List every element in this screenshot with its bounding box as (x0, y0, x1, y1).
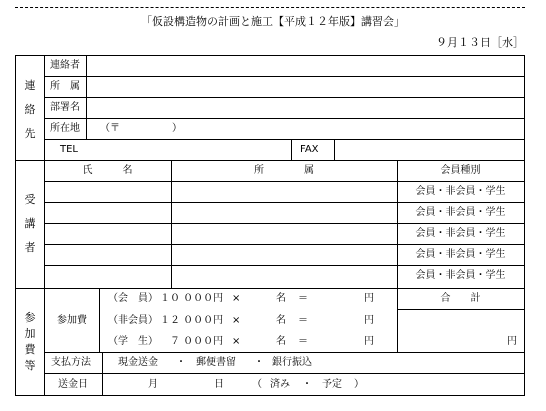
attendees-section-label-1: 受 (24, 193, 36, 206)
count-unit: 名 (276, 293, 286, 304)
student-fee-amount: ７ ０００円 (170, 336, 224, 347)
status-option-planned[interactable]: 予定 (322, 379, 342, 390)
times-sign: × (232, 336, 241, 347)
affiliation-column-header: 所 属 (254, 165, 314, 176)
member-type-label: （会 員） (108, 293, 158, 304)
contact-section-label-1: 連 (24, 79, 36, 92)
contact-person-label: 連絡者 (50, 60, 80, 71)
send-day-unit: 日 (214, 379, 224, 390)
form-title: 「仮設構造物の計画と施工【平成１２年版】講習会」 (141, 15, 405, 28)
times-sign: × (232, 315, 241, 326)
postal-code-prefix: （〒 (100, 123, 120, 134)
attendees-section-label-2: 講 (24, 217, 36, 230)
cut-line (15, 7, 525, 8)
department-label: 部署名 (50, 102, 80, 113)
equals-sign: ＝ (298, 293, 308, 304)
total-yen-unit: 円 (507, 336, 517, 347)
fee-section-label-4: 等 (24, 359, 36, 372)
affiliation-label: 所 属 (50, 81, 80, 92)
fee-section-label-1: 参 (24, 311, 36, 324)
send-date-label: 送金日 (58, 379, 88, 390)
payment-option-registered-mail[interactable]: 郵便書留 (196, 357, 236, 368)
fee-label: 参加費 (57, 315, 87, 326)
yen-unit: 円 (364, 293, 374, 304)
member-type-options[interactable]: 会員・非会員・学生 (415, 270, 506, 281)
send-month-unit: 月 (148, 379, 158, 390)
contact-section-label-2: 絡 (24, 103, 36, 116)
member-type-options[interactable]: 会員・非会員・学生 (415, 186, 506, 197)
payment-separator: ・ (254, 357, 264, 368)
equals-sign: ＝ (298, 336, 308, 347)
fax-label: FAX (300, 144, 319, 155)
address-label: 所在地 (50, 123, 80, 134)
member-type-options[interactable]: 会員・非会員・学生 (415, 249, 506, 260)
status-option-done[interactable]: 済み (270, 379, 290, 390)
student-type-label: （学 生） (108, 336, 158, 347)
yen-unit: 円 (364, 315, 374, 326)
payment-option-cash[interactable]: 現金送金 (118, 357, 158, 368)
equals-sign: ＝ (298, 315, 308, 326)
total-label: 合 計 (440, 293, 481, 304)
event-date: ９月１３日［水］ (436, 36, 524, 49)
times-sign: × (232, 293, 241, 304)
member-type-options[interactable]: 会員・非会員・学生 (415, 207, 506, 218)
non-member-type-label: （非会員） (108, 315, 158, 326)
fee-section-label-3: 費 (24, 343, 36, 356)
postal-code-suffix: ） (172, 123, 182, 134)
yen-unit: 円 (364, 336, 374, 347)
non-member-fee-amount: １２ ０００円 (160, 315, 224, 326)
name-column-header: 氏 名 (82, 165, 133, 176)
fee-section-label-2: 加 (24, 327, 36, 340)
tel-label: TEL (60, 144, 78, 155)
payment-option-bank-transfer[interactable]: 銀行振込 (272, 357, 312, 368)
payment-separator: ・ (176, 357, 186, 368)
status-close-paren: ） (354, 379, 364, 390)
count-unit: 名 (276, 315, 286, 326)
status-separator: ・ (302, 379, 312, 390)
member-type-column-header: 会員種別 (440, 165, 481, 176)
contact-section-label-3: 先 (24, 127, 36, 140)
status-open-paren: （ (252, 379, 262, 390)
member-fee-amount: １０ ０００円 (160, 293, 224, 304)
payment-method-label: 支払方法 (51, 357, 91, 368)
attendees-section-label-3: 者 (24, 241, 36, 254)
member-type-options[interactable]: 会員・非会員・学生 (415, 228, 506, 239)
count-unit: 名 (276, 336, 286, 347)
